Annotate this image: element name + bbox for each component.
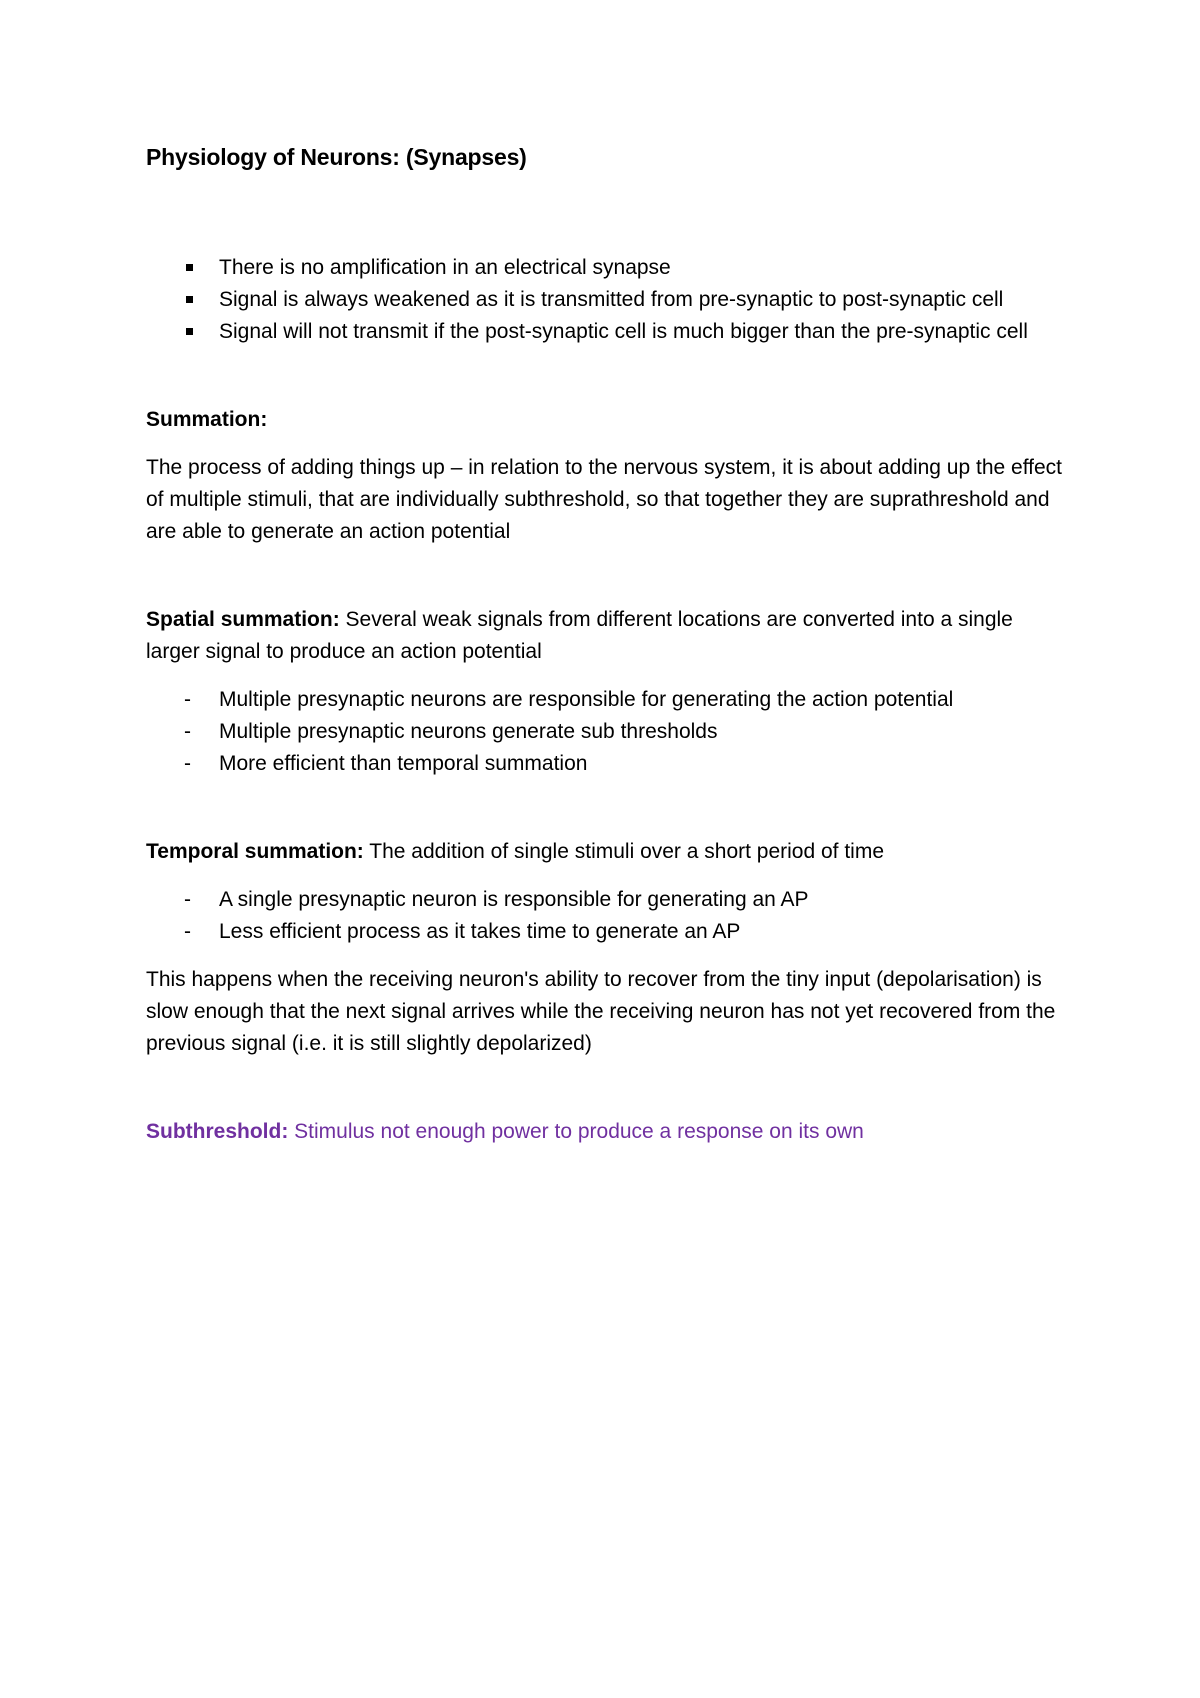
page-title: Physiology of Neurons: (Synapses) xyxy=(146,144,527,170)
subthreshold-heading: Subthreshold: xyxy=(146,1120,289,1143)
spatial-summation-list xyxy=(146,684,1066,780)
list-item-text: Multiple presynaptic neurons are responsible for generating the action potential xyxy=(219,688,954,711)
list-item xyxy=(146,916,1066,948)
list-item-text: Multiple presynaptic neurons generate sub thresholds xyxy=(219,720,718,743)
spatial-summation-heading: Spatial summation: xyxy=(146,608,340,631)
list-item xyxy=(146,316,1066,348)
temporal-explanation: This happens when the receiving neuron's ability to recover from the tiny input (depolarisation) is slow enough that the next signal arrives while the receiving neuron has not yet recovered from the previous signal (i.e. it is still slightly depolarized) xyxy=(146,968,1056,1055)
dash-bullet: - xyxy=(184,720,191,743)
list-item-text: There is no amplification in an electrical synapse xyxy=(219,256,671,279)
subthreshold-paragraph xyxy=(146,1116,1066,1148)
list-item xyxy=(146,252,1066,284)
document-page xyxy=(146,140,1066,1148)
temporal-summation-paragraph xyxy=(146,836,1066,868)
list-item-text: More efficient than temporal summation xyxy=(219,752,588,775)
temporal-summation-text: The addition of single stimuli over a short period of time xyxy=(363,840,885,863)
temporal-summation-list xyxy=(146,884,1066,948)
dash-bullet: - xyxy=(184,920,191,943)
list-item-text: Less efficient process as it takes time to generate an AP xyxy=(219,920,741,943)
square-bullet-icon xyxy=(186,296,193,303)
square-bullet-icon xyxy=(186,264,193,271)
square-bullet-icon xyxy=(186,328,193,335)
subthreshold-text: Stimulus not enough power to produce a response on its own xyxy=(288,1120,864,1143)
dash-bullet: - xyxy=(184,888,191,911)
list-item-text: A single presynaptic neuron is responsible for generating an AP xyxy=(219,888,809,911)
summation-heading: Summation: xyxy=(146,408,268,431)
list-item xyxy=(146,748,1066,780)
spatial-summation-text: Several weak signals from different locations are converted into a single larger signal to produce an action potential xyxy=(146,608,1013,663)
list-item xyxy=(146,284,1066,316)
spatial-summation-paragraph xyxy=(146,604,1066,668)
list-item-text: Signal will not transmit if the post-synaptic cell is much bigger than the pre-synaptic cell xyxy=(219,320,1028,343)
list-item xyxy=(146,716,1066,748)
electrical-synapse-list xyxy=(146,252,1066,348)
dash-bullet: - xyxy=(184,688,191,711)
list-item-text: Signal is always weakened as it is transmitted from pre-synaptic to post-synaptic cell xyxy=(219,288,1004,311)
list-item xyxy=(146,684,1066,716)
list-item xyxy=(146,884,1066,916)
summation-text: The process of adding things up – in relation to the nervous system, it is about adding up the effect of multiple stimuli, that are individually subthreshold, so that together they are suprathreshold and are able to generate an action potential xyxy=(146,456,1063,543)
dash-bullet: - xyxy=(184,752,191,775)
temporal-summation-heading: Temporal summation: xyxy=(146,840,364,863)
